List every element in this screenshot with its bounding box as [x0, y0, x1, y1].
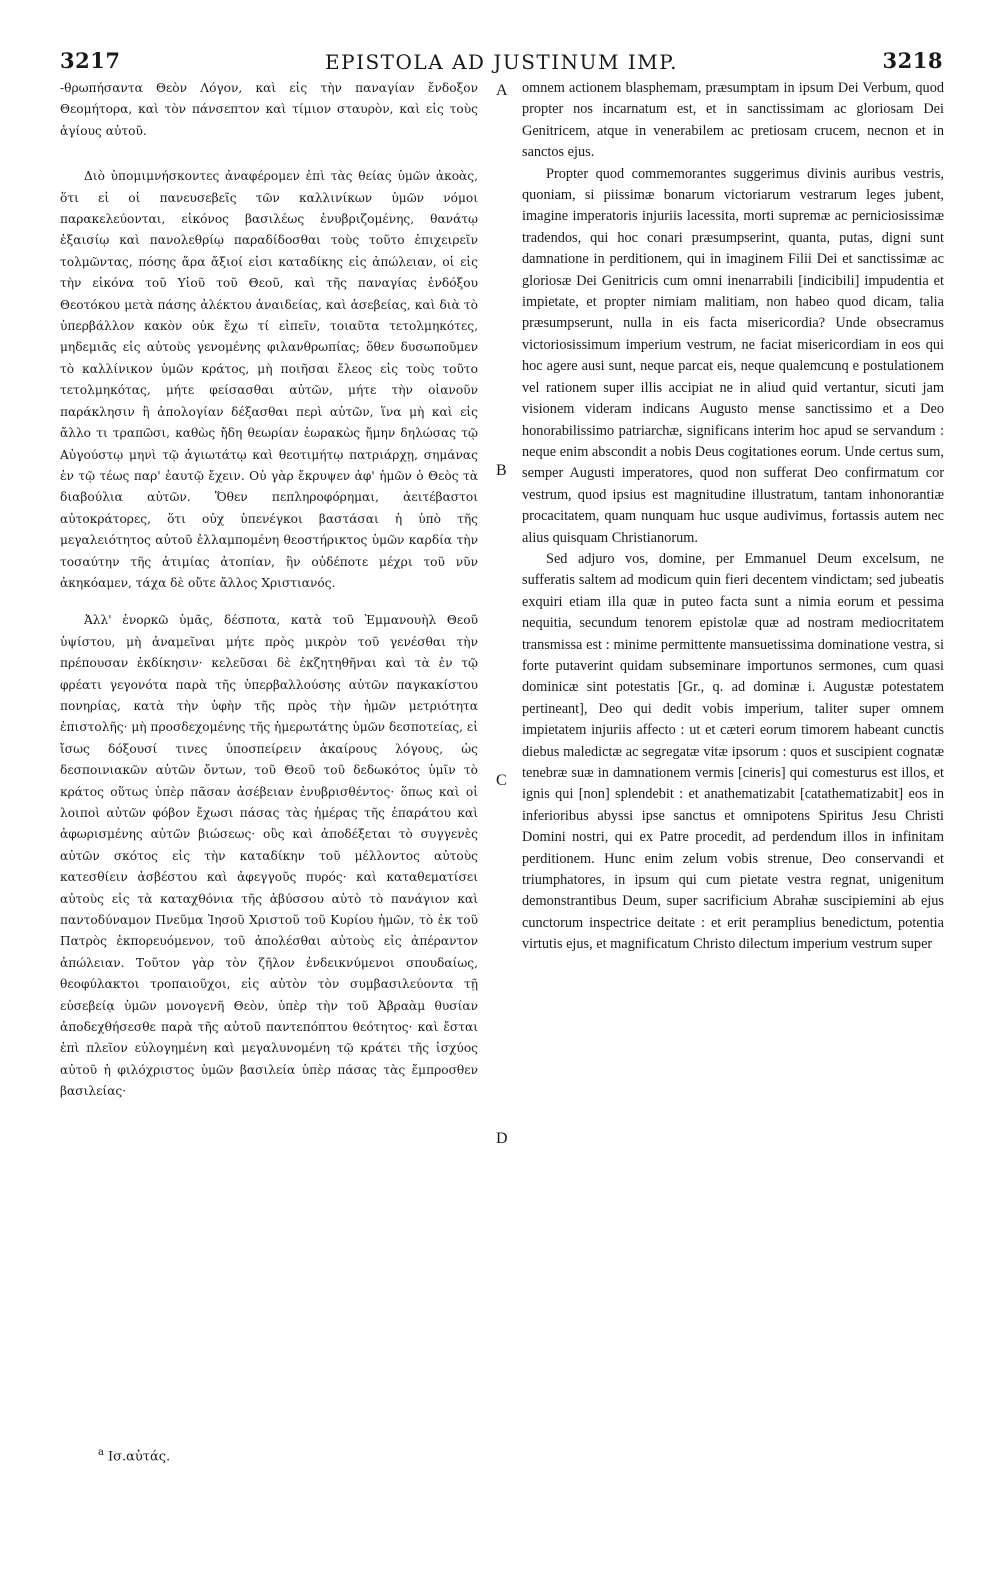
- greek-paragraph-2: Διὸ ὑπομιμνήσκοντες ἀναφέρομεν ἐπὶ τὰς θείας ὑμῶν ἀκοὰς, ὅτι εἰ οἱ πανευσεβεῖς τῶν καλλινίκων ὑμῶν νόμοι παρακελεύονται, εἰκόνος βασιλέως ἐνυβριζομένης, θανάτῳ ἐξαισίῳ καὶ πανολεθρίῳ παραδίδοσθαι τοὺς τοῦτο ἐπιχειρεῖν τολμῶντας, πόσης ἄρα ἄξιοί εἰσι καταδίκης εἰς ἀπώλειαν, οἱ εἰς τὴν εἰκόνα τοῦ Υἱοῦ τοῦ Θεοῦ, καὶ τῆς παναγίας ἐνδόξου Θεοτόκου μετὰ πάσης ἀλέκτου ἀναιδείας, καὶ ἀσεβείας, καὶ διὰ τὸ ὑπερβάλλον κακὸν οὐκ ἔχω τί εἰπεῖν, τοιαῦτα τετολμηκότες, μηδεμιᾶς εἰς αὐτοὺς γενομένης φιλανθρωπίας; ὅθεν δυσωποῦμεν τὸ καλλίνικον ὑμῶν κράτος, μὴ ποιῆσαι ἔλεος εἰς τοὺς τοῦτο τετολμηκότας, μήτε φείσασθαι αὐτῶν, μήτε τὴν οἱανοῦν παράκλησιν ἢ ἀπολογίαν δέξασθαι περὶ αὐτῶν, ἵνα μὴ καὶ εἰς ἄλλο τι τραπῶσι, καθὼς ἤδη θεωρίαν ἑωρακὼς ἤμην δηλώσας τῷ Αὐγούστῳ μηνὶ τῷ ἁγιωτάτῳ καὶ θεοτιμήτῳ πατριάρχῃ, σημάνας ἐν τῷ τέως παρ' ἑαυτῷ ἔχειν. Οὐ γὰρ ἔκρυψεν ἀφ' ἡμῶν ὁ Θεὸς τὰ διαβούλια αὐτῶν. Ὅθεν πεπληροφόρημαι, ἀειτέβαστοι αὐτοκράτορες, ὅτι οὐχ ὑπενέγκοι βαστάσαι ἡ ὑπὸ τῆς μεγαλειότητος αὐτοῦ ἐλλαμπομένη θεοστήρικτος ὑμῶν καρδία τὴν τοσαύτην τῆς ἀτιμίας ἀτοπίαν, ἣν οὐδέποτε μέχρι τοῦ νῦν ἀκηκόαμεν, τάχα δὲ οὔτε ἄλλος Χριστιανός.: [60, 169, 478, 590]
- section-marker-a: A: [496, 82, 508, 99]
- latin-paragraph-2: Propter quod commemorantes suggerimus divinis auribus vestris, quoniam, si piissimæ bonarum victoriarum vestrarum leges jubent, imagine imperatoris injuriis lacessita, morti supremæ ac perniciosissimæ tradendos, qui hoc conari præsumpserint, quanta, putas, digni sunt damnatione in perditionem, qui in imaginem Filii Dei et sanctissimæ ac gloriosæ Dei Genitricis cum omni inenarrabili [indicibili] impudentia et impietate, et propter nimiam malitiam, non habeo quod dicam, talia præsumpserunt, nulla in eis facta misericordia? Unde obsecramus victoriosissimum imperium vestrum, ne faciat misericordiam in eos qui hoc agere ausi sunt, neque parcat eis, neque qualemcunq e postulationem vel rationem super illis accipiat ne in aliud quid vertantur, sicuti jam visionem videram indicans Augusto mense sanctissimo et a Deo honorabilissimo patriarchæ, significans interim hoc apud se servandum : neque enim abscondit a nobis Deus cogitationes eorum. Unde certus sum, semper Augusti imperatores, quod non sufferat Deo confirmatum cor vestrum, quod ipsius est magnitudine illustratum, tantam inhonorantiæ procacitatem, quam nunquam huc usque audivimus, fortassis autem nec alius quisquam Christianorum.: [522, 165, 944, 546]
- greek-paragraph-1: -θρωπήσαντα Θεὸν Λόγον, καὶ εἰς τὴν παναγίαν ἔνδοξον Θεομήτορα, καὶ τὸν πάνσεπτον καὶ τίμιον σταυρὸν, καὶ εἰς τοὺς ἁγίους αὐτοῦ.: [60, 81, 478, 138]
- latin-column: [522, 78, 944, 956]
- footnote-text: Ισ.αὐτάς.: [107, 1449, 171, 1465]
- footnote-mark: a: [98, 1447, 104, 1458]
- greek-column: [60, 78, 478, 1103]
- page-number-right: 3218: [882, 48, 943, 73]
- latin-paragraph-3: Sed adjuro vos, domine, per Emmanuel Deum excelsum, ne sufferatis saltem ad modicum quin fieri decentem vindictam; sed jubeatis exquiri etiam illa quæ in puteo facta sunt a nimia eorum et pessima nequitia, secundum tenorem epistolæ quæ ad nostram mediocritatem transmissa est : minime permittente mansuetissima dominatione vestra, si forte putaverint quidam subseminare importunos sermones, cum quasi dominicæ sint potestatis [Gr., q. ad dominæ i. Augustæ potestatem pertineant], Deo qui dedit vobis imperium, taliter super omnem impietatem injuriis affecto : ut et cæteri eorum timorem habeant cunctis diebus maledictæ ac segregatæ vitæ ipsorum : quos et suscipient cognatæ tenebræ suæ in damnationem vermis [cineris] qui comesturus est illos, et ignis qui [non] splendebit : et anathematizabit [catathematizabit] eos in inferioribus abyssi ipse sanctus et omnipotens Spiritus Jesu Christi Domini nostri, qui ex Patre procedit, ad perdendum illos in infinitam perditionem. Hunc enim zelum vobis strenue, Deo conservandi et triumphatores, in ipsum qui cum pietate vestra regnat, unigenitum demonstrantibus Deum, super sacrificium Abrahæ suscipiemini ab ejus cunctorum inspectrice deitate : et erit peramplius benedictum, potentia virtutis ejus, et magnificatum Christo dilectum imperium vestrum super: [522, 550, 944, 953]
- footnote: [98, 1447, 170, 1464]
- section-marker-c: C: [496, 772, 507, 789]
- page-header: [60, 40, 943, 80]
- page-number-left: 3217: [60, 48, 121, 73]
- section-marker-b: B: [496, 462, 507, 479]
- latin-paragraph-1: omnem actionem blasphemam, præsumptam in ipsum Dei Verbum, quod propter nos incarnatum est, et in sanctissimam ac gloriosam Dei Genitricem, atque in venerabilem ac pretiosam crucem, necnon et in sanctos ejus.: [522, 80, 944, 161]
- running-title: EPISTOLA AD JUSTINUM IMP.: [325, 50, 678, 74]
- section-marker-d: D: [496, 1130, 508, 1147]
- greek-paragraph-3: Ἀλλ' ἐνορκῶ ὑμᾶς, δέσποτα, κατὰ τοῦ Ἐμμανουὴλ Θεοῦ ὑψίστου, μὴ ἀναμεῖναι μήτε πρὸς μικρὸν τοῦ γενέσθαι τὴν πρέπουσαν ἐκδίκησιν· κελεῦσαι δὲ ἐκζητηθῆναι καὶ τὰ ἐν τῷ φρέατι γεγονότα παρὰ τῆς ὑπερβαλλούσης αὐτῶν παγκακίστου πονηρίας, κατὰ τὴν ὑφὴν τῆς πρὸς τὴν ἡμῶν μετριότητα ἐπιστολῆς· μὴ προσδεχομένης τῆς ἡμερωτάτης ὑμῶν δεσποτείας, εἰ ἴσως δόξουσί τινες ὑποσπείρειν ἀκαίρους λόγους, ὡς δεσποινιακῶν αὐτῶν ὄντων, τοῦ Θεοῦ τοῦ δεδωκότος ὑμῖν τὸ κράτος οὕτως ὑπὲρ πᾶσαν ἀσέβειαν ἐνυβρισθέντος· ὅπως καὶ οἱ λοιποὶ αὐτῶν φόβον ἔχωσι πάσας τὰς ἡμέρας τῆς ἐπαράτου καὶ ἀφωρισμένης αὐτῶν βιώσεως· οὓς καὶ ἀποδέξεται τὸ συγγενὲς αὐτῶν σκότος εἰς τὴν καταδίκην τοῦ μέλλοντος αὐτοὺς κατεσθίειν ἀσβέστου καὶ ἀφεγγοῦς πυρός· καὶ καταθεματίσει αὐτοὺς εἰς τὰ καταχθόνια τῆς ἀβύσσου αὐτὸ τὸ πανάγιον καὶ παντοδύναμον Πνεῦμα Ἰησοῦ Χριστοῦ τοῦ Κυρίου ἡμῶν, τὸ ἐκ τοῦ Πατρὸς ἐκπορευόμενον, τοῦ ἀπολέσθαι αὐτοὺς εἰς ἀπέραντον ἀπώλειαν. Τοῦτον γὰρ τὸν ζῆλον ἐνδεικνύμενοι σπουδαίως, θεοφύλακτοι τροπαιοῦχοι, εἰς αὐτὸν τὸν συμβασιλεύοντα τῇ εὐσεβείᾳ ὑμῶν μονογενῆ Θεὸν, ὑπὲρ τὴν τοῦ Ἀβραὰμ θυσίαν ἀποδεχθήσεσθε παρὰ τῆς αὐτοῦ παντεπόπτου θεότητος· καὶ ἔσται ἐπὶ πλεῖον εὐλογημένη καὶ μεγαλυνομένη τῷ κράτει τῆς ἰσχύος αὐτοῦ ἡ φιλόχριστος ὑμῶν βασιλεία ὑπὲρ πάσας τὰς ἔμπροσθεν βασιλείας·: [60, 613, 478, 1099]
